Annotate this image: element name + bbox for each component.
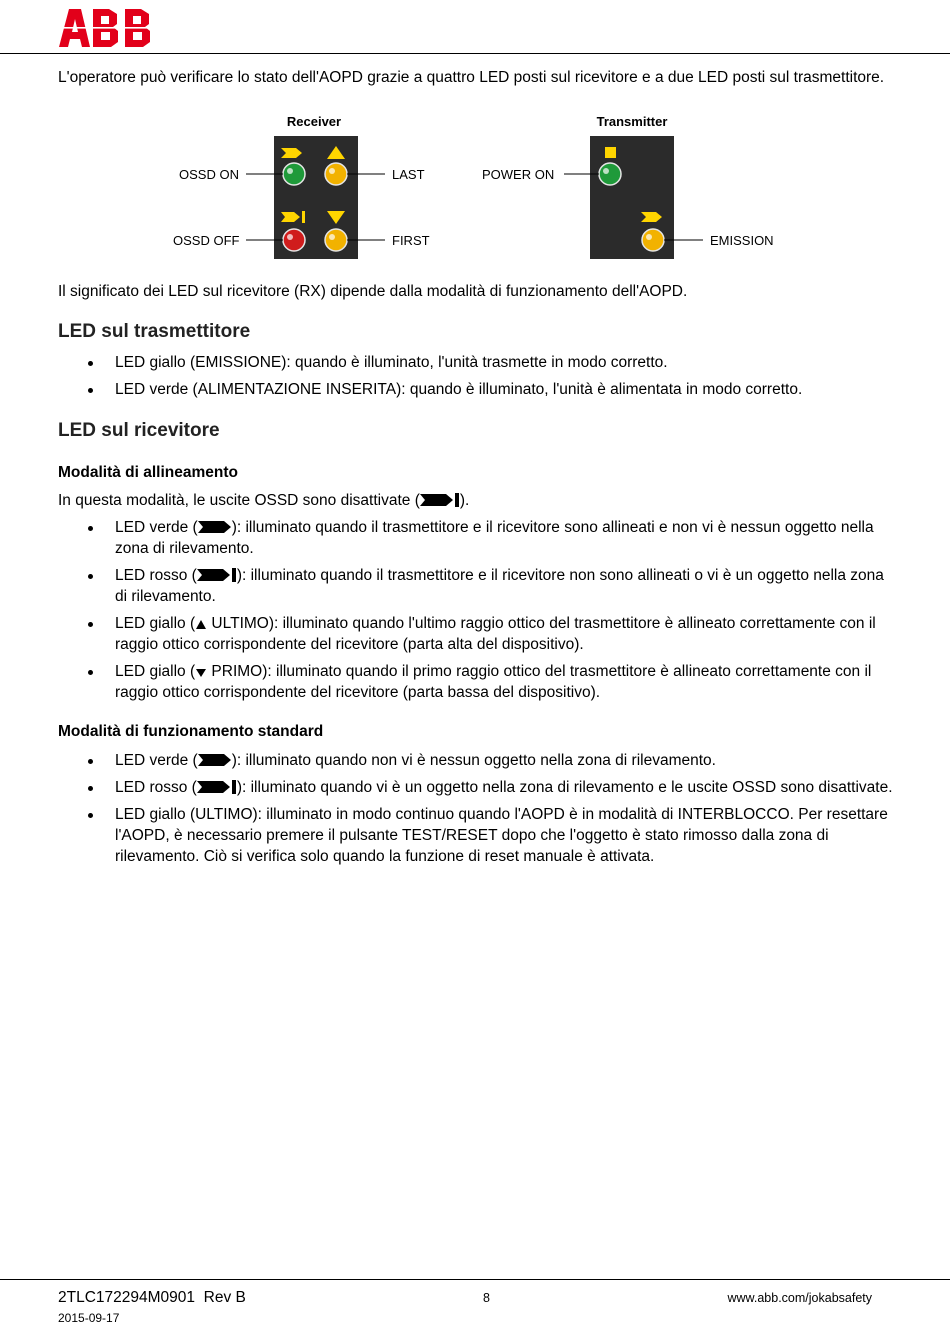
triangle-down-icon [195, 667, 207, 678]
section-tx-title: LED sul trasmettitore [58, 321, 251, 342]
list-item: LED giallo (ULTIMO): illuminato in modo continuo quando l'AOPD è in modalità di INTERBLOCCO. Per resettare l'AOPD, è necessario premere il pulsante TEST/RESET dopo che l'oggetto è stato rimosso dalla zona di rilevamento. Ciò si verifica solo quando la funzione di reset manuale è attivata. [0, 804, 895, 867]
alignment-intro: In questa modalità, le uscite OSSD sono disattivate ( ). [58, 492, 470, 509]
tx-list [0, 352, 950, 406]
receiver-title: Receiver [286, 114, 342, 129]
list-item: LED giallo ( ULTIMO): illuminato quando l'ultimo raggio ottico del trasmettitore è allineato correttamente con il raggio ottico corrispondente del ricevitore (parta alta del dispositivo). [0, 613, 895, 655]
page-number: 8 [483, 1291, 490, 1305]
receiver-led-yellow-first [325, 229, 347, 251]
footer-rule [0, 1279, 950, 1280]
label-ossd-off: OSSD OFF [173, 233, 240, 248]
abb-logo [57, 7, 157, 49]
standard-mode-title: Modalità di funzionamento standard [58, 723, 324, 740]
footer-url: www.abb.com/jokabsafety [727, 1291, 872, 1305]
led-diagram [0, 105, 950, 270]
standard-list [0, 750, 950, 873]
label-ossd-on: OSSD ON [179, 167, 239, 182]
transmitter-title: Transmitter [596, 114, 668, 129]
receiver-led-green [283, 163, 305, 185]
rx-note: Il significato dei LED sul ricevitore (RX) dipende dalla modalità di funzionamento dell'AOPD. [58, 283, 688, 300]
transmitter-led-green [599, 163, 621, 185]
transmitter-square-icon [605, 147, 616, 158]
label-last: LAST [392, 167, 425, 182]
document-date: 2015-09-17 [58, 1311, 120, 1325]
intro-paragraph: L'operatore può verificare lo stato dell'AOPD grazie a quattro LED posti sul ricevitore e a due LED posti sul trasmettitore. [58, 69, 885, 86]
list-item: LED giallo (EMISSIONE): quando è illuminato, l'unità trasmette in modo corretto. [0, 352, 895, 373]
transmitter-led-yellow [642, 229, 664, 251]
list-item: LED giallo ( PRIMO): illuminato quando il primo raggio ottico del trasmettitore è allineato correttamente con il raggio ottico corrispondente del ricevitore (parta bassa del dispositivo). [0, 661, 895, 703]
arrow-bar-icon [197, 568, 237, 582]
header-rule [0, 53, 950, 54]
alignment-list [0, 517, 950, 709]
arrow-icon [198, 753, 232, 767]
triangle-up-icon [195, 619, 207, 630]
section-rx-title: LED sul ricevitore [58, 420, 220, 441]
list-item: LED rosso ( ): illuminato quando il trasmettitore e il ricevitore non sono allineati o vi è un oggetto nella zona di rilevamento. [0, 565, 895, 607]
document-id: 2TLC172294M0901 Rev B [58, 1289, 246, 1306]
list-item: LED verde ( ): illuminato quando il trasmettitore e il ricevitore sono allineati e non vi è nessun oggetto nella zona di rilevamento. [0, 517, 895, 559]
label-emission: EMISSION [710, 233, 774, 248]
list-item: LED rosso ( ): illuminato quando vi è un oggetto nella zona di rilevamento e le uscite OSSD sono disattivate. [0, 777, 895, 798]
receiver-led-yellow-last [325, 163, 347, 185]
list-item: LED verde (ALIMENTAZIONE INSERITA): quando è illuminato, l'unità è alimentata in modo corretto. [0, 379, 895, 400]
receiver-led-red [283, 229, 305, 251]
alignment-mode-title: Modalità di allineamento [58, 464, 238, 481]
label-power-on: POWER ON [482, 167, 555, 182]
arrow-bar-icon [197, 780, 237, 794]
arrow-icon [198, 520, 232, 534]
label-first: FIRST [392, 233, 430, 248]
list-item: LED verde ( ): illuminato quando non vi è nessun oggetto nella zona di rilevamento. [0, 750, 895, 771]
arrow-bar-icon [420, 493, 460, 507]
